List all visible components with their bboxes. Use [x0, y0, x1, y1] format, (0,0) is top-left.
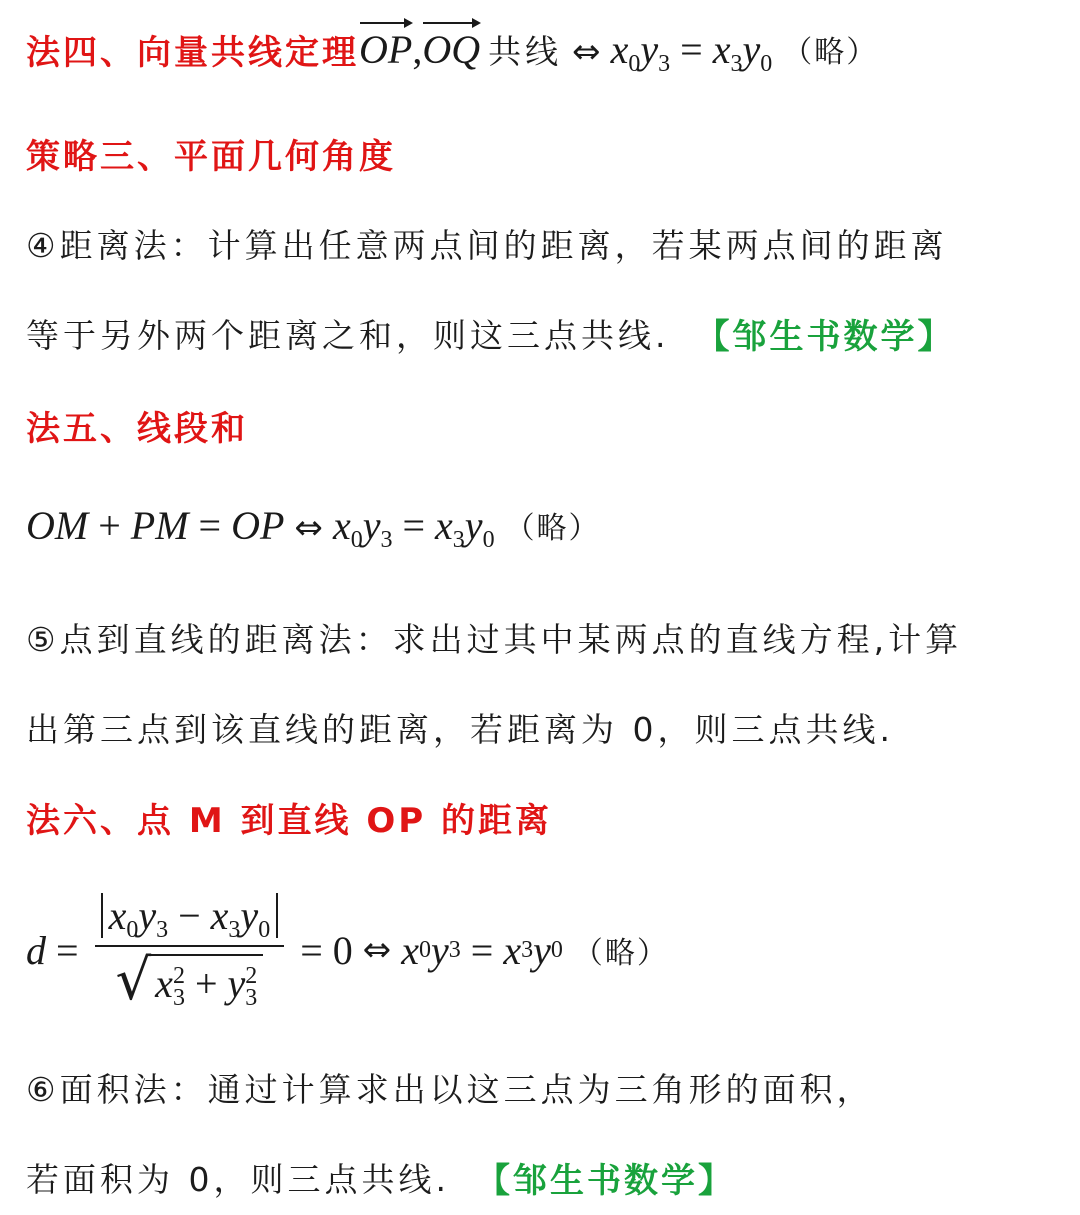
- item5-line1: [26, 602, 962, 672]
- method4-line: [26, 14, 878, 84]
- method6-formula: d = $x_0y_3 - x_3y_0$ √ $x^2_3 + y^2_3$ = 0 ⇔ x 0 y 3 = x 3 y 0: [26, 892, 563, 1013]
- method4-note: （略）: [782, 35, 879, 70]
- strategy3-line: [26, 118, 396, 188]
- watermark-1: 【邹生书数学】: [695, 316, 955, 357]
- strategy3-heading: 策略三、平面几何角度: [26, 136, 396, 177]
- method4-vectors: [359, 26, 480, 73]
- item6-text1: ⑥面积法：通过计算求出以这三点为三角形的面积，: [26, 1069, 874, 1109]
- item4-text2: 等于另外两个距离之和，则这三点共线.: [26, 315, 670, 355]
- item5-text1: ⑤点到直线的距离法：求出过其中某两点的直线方程,计算: [26, 619, 963, 659]
- item4-line2: [26, 298, 955, 368]
- method4-formula: ⇔ $x_0y_3 = x_3y_0$: [572, 26, 773, 77]
- item5-line2: [26, 692, 894, 762]
- method5-line: [26, 390, 248, 460]
- method4-heading: 法四、向量共线定理: [26, 32, 359, 73]
- method6-line: [26, 782, 552, 852]
- watermark-2: 【邹生书数学】: [475, 1160, 735, 1201]
- vector-op: OP: [359, 26, 413, 72]
- vector-comma: ,: [412, 26, 423, 72]
- method5-heading: 法五、线段和: [26, 408, 248, 449]
- vector-oq: OQ: [422, 26, 481, 72]
- item4-text1: ④距离法：计算出任意两点间的距离，若某两点间的距离: [26, 225, 948, 265]
- method6-note: （略）: [572, 936, 669, 971]
- method6-heading: 法六、点 M 到直线 OP 的距离: [26, 800, 553, 841]
- item6-text2: 若面积为 0，则三点共线.: [26, 1159, 450, 1199]
- method5-note: （略）: [504, 511, 601, 546]
- method5-formula: OM + PM = OP ⇔ $x_0y_3 = x_3y_0$: [26, 502, 495, 553]
- item6-line1: [26, 1052, 874, 1122]
- item6-line2: [26, 1142, 735, 1212]
- method4-suffix: 共线: [488, 31, 563, 71]
- method5-formula-line: [26, 490, 601, 560]
- method6-formula-line: [26, 870, 669, 1030]
- item4-line1: [26, 208, 948, 278]
- distance-fraction: $x_0y_3 - x_3y_0$ √ $x^2_3 + y^2_3$: [95, 892, 285, 1009]
- item5-text2: 出第三点到该直线的距离，若距离为 0，则三点共线.: [26, 709, 894, 749]
